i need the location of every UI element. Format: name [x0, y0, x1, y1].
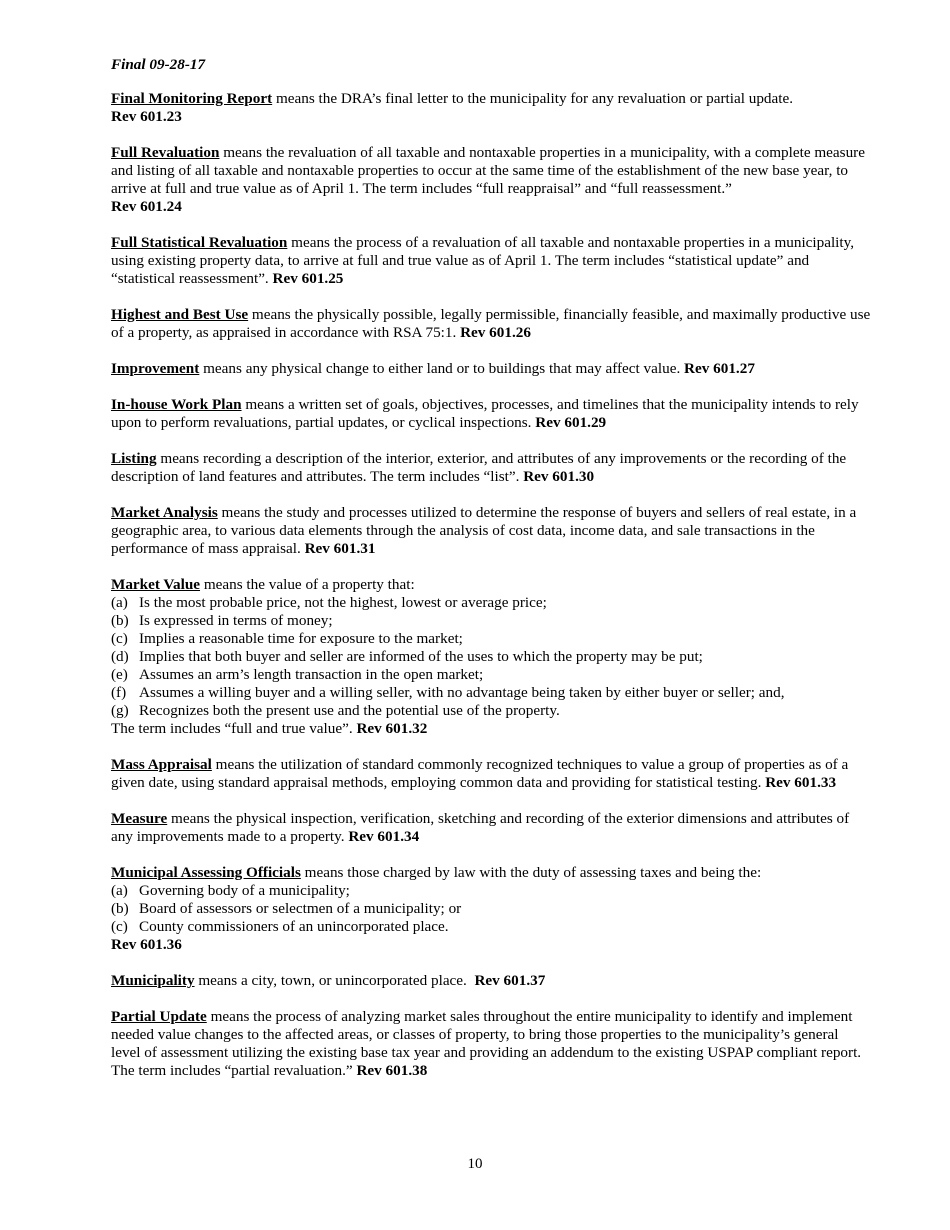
list-item-label: (c): [111, 918, 128, 935]
definition-text: means any physical change to either land or to buildings that may affect value.: [199, 360, 685, 377]
definition-text: means the physically possible, legally permissible, financially feasible, and maximally productive use of a property, as appraised in accordance with RSA 75:1.: [111, 306, 871, 341]
rev-reference: Rev 601.27: [684, 360, 755, 377]
definition-partial-update: [111, 1008, 871, 1080]
definition-market-value: [111, 576, 871, 738]
definition-municipality: [111, 972, 871, 990]
rev-reference: Rev 601.24: [111, 198, 182, 215]
list-item-text: Governing body of a municipality;: [139, 882, 350, 899]
term: Listing: [111, 450, 157, 467]
list-item: [111, 666, 871, 684]
list-item-text: Assumes a willing buyer and a willing seller, with no advantage being taken by either buyer or seller; and,: [139, 684, 785, 701]
rev-reference: Rev 601.25: [272, 270, 344, 287]
rev-reference: Rev 601.29: [535, 414, 607, 431]
definition-text: means the process of analyzing market sales throughout the entire municipality to identify and implement needed value changes to the affected areas, or classes of property, to bring those properties to the municipality’s general level of assessment utilizing the existing base tax year and providing an addendum to the existing USPAP compliant report. The term includes “partial revaluation.”: [111, 1008, 862, 1079]
list-item-label: (a): [111, 594, 128, 611]
list-item-label: (c): [111, 630, 128, 647]
term: Mass Appraisal: [111, 756, 212, 773]
definition-text: means recording a description of the interior, exterior, and attributes of any improvements or the recording of the description of land features and attributes. The term includes “list”.: [111, 450, 847, 485]
term: Highest and Best Use: [111, 306, 249, 323]
definition-text: means a city, town, or unincorporated place.: [194, 972, 475, 989]
list-item-label: (d): [111, 648, 129, 665]
definition-full-statistical-revaluation: [111, 234, 871, 288]
term: Partial Update: [111, 1008, 207, 1025]
definition-market-analysis: [111, 504, 871, 558]
list-item: [111, 702, 871, 720]
term: Full Revaluation: [111, 144, 220, 161]
definition-text: means the value of a property that:: [200, 576, 415, 593]
list-item: [111, 684, 871, 702]
list-item-text: Implies that both buyer and seller are informed of the uses to which the property may be put;: [139, 648, 703, 665]
definition-text: means the revaluation of all taxable and nontaxable properties in a municipality, with a complete measure and listing of all taxable and nontaxable properties to occur at the same time of the establishment of the new base year, to arrive at full and true value as of April 1. The term includes “full reappraisal” and “full reassessment.”: [111, 144, 865, 197]
list-item-text: Implies a reasonable time for exposure to the market;: [139, 630, 463, 647]
term: Municipal Assessing Officials: [111, 864, 301, 881]
definition-listing: [111, 450, 871, 486]
list-item: [111, 882, 871, 900]
term: Municipality: [111, 972, 195, 989]
definition-text: means the DRA’s final letter to the municipality for any revaluation or partial update.: [272, 90, 794, 107]
list-item-label: (e): [111, 666, 128, 683]
list-item: [111, 612, 871, 630]
definition-text: means a written set of goals, objectives, processes, and timelines that the municipality intends to rely upon to perform revaluations, partial updates, or cyclical inspections.: [111, 396, 859, 431]
rev-reference: Rev 601.23: [111, 108, 182, 125]
definition-text: means the study and processes utilized to determine the response of buyers and sellers of real estate, in a geographic area, to various data elements through the analysis of cost data, income data, and sale transactions in the performance of mass appraisal.: [111, 504, 857, 557]
rev-reference: Rev 601.30: [523, 468, 595, 485]
term: In-house Work Plan: [111, 396, 242, 413]
list-item: [111, 900, 871, 918]
definition-text: means the process of a revaluation of all taxable and nontaxable properties in a municipality, using existing property data, to arrive at full and true value as of April 1. The term includes “statistical update” and “statistical reassessment”.: [111, 234, 855, 287]
list-item-label: (g): [111, 702, 129, 719]
list-item-label: (b): [111, 900, 129, 917]
term: Market Value: [111, 576, 201, 593]
list-item: [111, 630, 871, 648]
list-item-text: County commissioners of an unincorporated place.: [139, 918, 449, 935]
rev-reference: Rev 601.34: [348, 828, 420, 845]
definition-improvement: [111, 360, 871, 378]
definition-closing: The term includes “full and true value”.: [111, 720, 357, 737]
list-item-label: (a): [111, 882, 128, 899]
term: Improvement: [111, 360, 200, 377]
list-item-text: Is the most probable price, not the highest, lowest or average price;: [139, 594, 547, 611]
rev-reference: Rev 601.36: [111, 936, 182, 953]
rev-reference: Rev 601.26: [460, 324, 531, 341]
definition-in-house-work-plan: [111, 396, 871, 432]
rev-reference: Rev 601.37: [474, 972, 546, 989]
list-item: [111, 918, 871, 936]
definition-text: means the physical inspection, verification, sketching and recording of the exterior dimensions and attributes of any improvements made to a property.: [111, 810, 850, 845]
definition-municipal-assessing-officials: [111, 864, 871, 954]
definition-measure: [111, 810, 871, 846]
definition-full-revaluation: [111, 144, 871, 216]
list-item-label: (f): [111, 684, 127, 701]
term: Measure: [111, 810, 168, 827]
definition-mass-appraisal: [111, 756, 871, 792]
list-item-text: Assumes an arm’s length transaction in the open market;: [139, 666, 484, 683]
list-item-label: (b): [111, 612, 129, 629]
rev-reference: Rev 601.31: [304, 540, 376, 557]
term: Final Monitoring Report: [111, 90, 273, 107]
term: Market Analysis: [111, 504, 218, 521]
rev-reference: Rev 601.33: [765, 774, 837, 791]
definition-final-monitoring-report: [111, 90, 871, 126]
list-item: [111, 594, 871, 612]
definition-text: means the utilization of standard commonly recognized techniques to value a group of properties as of a given date, using standard appraisal methods, employing common data and providing for statistical testing.: [111, 756, 849, 791]
list-item: [111, 648, 871, 666]
definition-highest-and-best-use: [111, 306, 871, 342]
term: Full Statistical Revaluation: [111, 234, 288, 251]
document-page: [111, 56, 871, 1098]
list-item-text: Board of assessors or selectmen of a municipality; or: [139, 900, 462, 917]
page-number: 10: [467, 1156, 483, 1172]
rev-reference: Rev 601.38: [356, 1062, 428, 1079]
list-item-text: Is expressed in terms of money;: [139, 612, 333, 629]
definition-text: means those charged by law with the duty of assessing taxes and being the:: [300, 864, 762, 881]
document-header: Final 09-28-17: [111, 56, 206, 73]
list-item-text: Recognizes both the present use and the potential use of the property.: [139, 702, 560, 719]
rev-reference: Rev 601.32: [356, 720, 428, 737]
